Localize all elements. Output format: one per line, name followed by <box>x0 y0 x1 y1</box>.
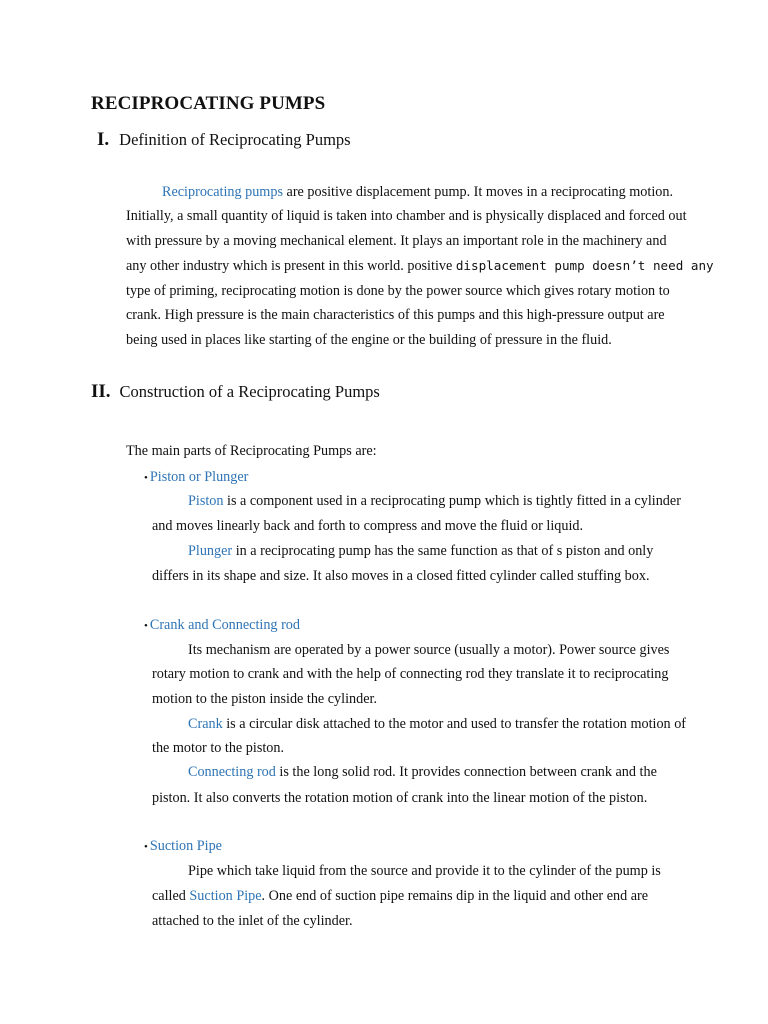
crank-link[interactable]: Crank <box>188 716 223 732</box>
mechanism-line-1: Its mechanism are operated by a power source (usually a motor). Power source gives <box>188 642 670 658</box>
suction-line-2-end: . One end of suction pipe remains dip in the liquid and other end are <box>261 888 649 904</box>
plunger-link[interactable]: Plunger <box>188 543 233 559</box>
piston-line-1 <box>188 489 681 514</box>
section-1-number: I. <box>97 129 110 150</box>
section-1-title: Definition of Reciprocating Pumps <box>119 130 351 149</box>
suction-pipe-inline-link[interactable]: Suction Pipe <box>189 888 262 904</box>
piston-link[interactable]: Piston <box>188 493 224 509</box>
piston-or-plunger-link[interactable]: Piston or Plunger <box>149 469 249 485</box>
reciprocating-pumps-link[interactable]: Reciprocating pumps <box>162 184 283 200</box>
connecting-rod-line-1 <box>188 760 657 785</box>
section-1-heading <box>97 129 351 151</box>
connecting-rod-line-2: piston. It also converts the rotation motion of crank into the linear motion of the piston. <box>152 790 648 806</box>
bullet-icon: • <box>144 841 148 853</box>
para-1-line-1-text: are positive displacement pump. It moves in a reciprocating motion. <box>282 184 674 200</box>
para-1-line-4-text: any other industry which is present in this world. positive <box>126 258 456 274</box>
suction-line-2-start: called <box>152 888 190 904</box>
piston-line-2: and moves linearly back and forth to compress and move the fluid or liquid. <box>152 518 584 534</box>
section-2-title: Construction of a Reciprocating Pumps <box>119 382 380 401</box>
document-title: RECIPROCATING PUMPS <box>91 93 326 114</box>
mechanism-line-2: rotary motion to crank and with the help of connecting rod they translate it to reciprocating <box>152 666 669 682</box>
bullet-piston-or-plunger <box>144 465 248 491</box>
para-1-line-4-mono: displacement pump doesn’t need any <box>455 258 714 273</box>
bullet-suction-pipe <box>144 834 222 860</box>
crank-line-1 <box>188 712 686 737</box>
piston-line-1-text: is a component used in a reciprocating pump which is tightly fitted in a cylinder <box>223 493 681 509</box>
crank-line-2: the motor to the piston. <box>152 740 285 756</box>
crank-and-connecting-rod-link[interactable]: Crank and Connecting rod <box>149 617 300 633</box>
section-2-heading <box>91 381 380 403</box>
plunger-line-1 <box>188 539 653 564</box>
suction-pipe-link[interactable]: Suction Pipe <box>149 838 222 854</box>
para-1-line-1 <box>162 180 673 205</box>
section-2-number: II. <box>91 381 111 402</box>
bullet-icon: • <box>144 472 148 484</box>
bullet-icon: • <box>144 620 148 632</box>
para-1-line-7: being used in places like starting of the engine or the building of pressure in the fluid. <box>126 332 612 348</box>
para-1-line-6: crank. High pressure is the main characteristics of this pumps and this high-pressure output are <box>126 307 665 323</box>
para-1-line-5: type of priming, reciprocating motion is done by the power source which gives rotary motion to <box>126 283 670 299</box>
suction-line-1: Pipe which take liquid from the source and provide it to the cylinder of the pump is <box>188 863 661 879</box>
plunger-line-1-text: in a reciprocating pump has the same function as that of s piston and only <box>232 543 654 559</box>
para-1-line-2: Initially, a small quantity of liquid is taken into chamber and is physically displaced and forced out <box>126 208 687 224</box>
suction-line-2 <box>152 884 648 909</box>
plunger-line-2: differs in its shape and size. It also moves in a closed fitted cylinder called stuffing box. <box>152 568 650 584</box>
bullet-crank-and-connecting-rod <box>144 613 300 639</box>
suction-line-3: attached to the inlet of the cylinder. <box>152 913 353 929</box>
connecting-rod-line-1-text: is the long solid rod. It provides connection between crank and the <box>275 764 657 780</box>
para-1-line-3: with pressure by a moving mechanical element. It plays an important role in the machinery and <box>126 233 667 249</box>
para-1-line-4 <box>126 254 714 279</box>
section-2-intro: The main parts of Reciprocating Pumps are: <box>126 443 377 459</box>
connecting-rod-link[interactable]: Connecting rod <box>188 764 276 780</box>
mechanism-line-3: motion to the piston inside the cylinder. <box>152 691 378 707</box>
crank-line-1-text: is a circular disk attached to the motor and used to transfer the rotation motion of <box>222 716 687 732</box>
